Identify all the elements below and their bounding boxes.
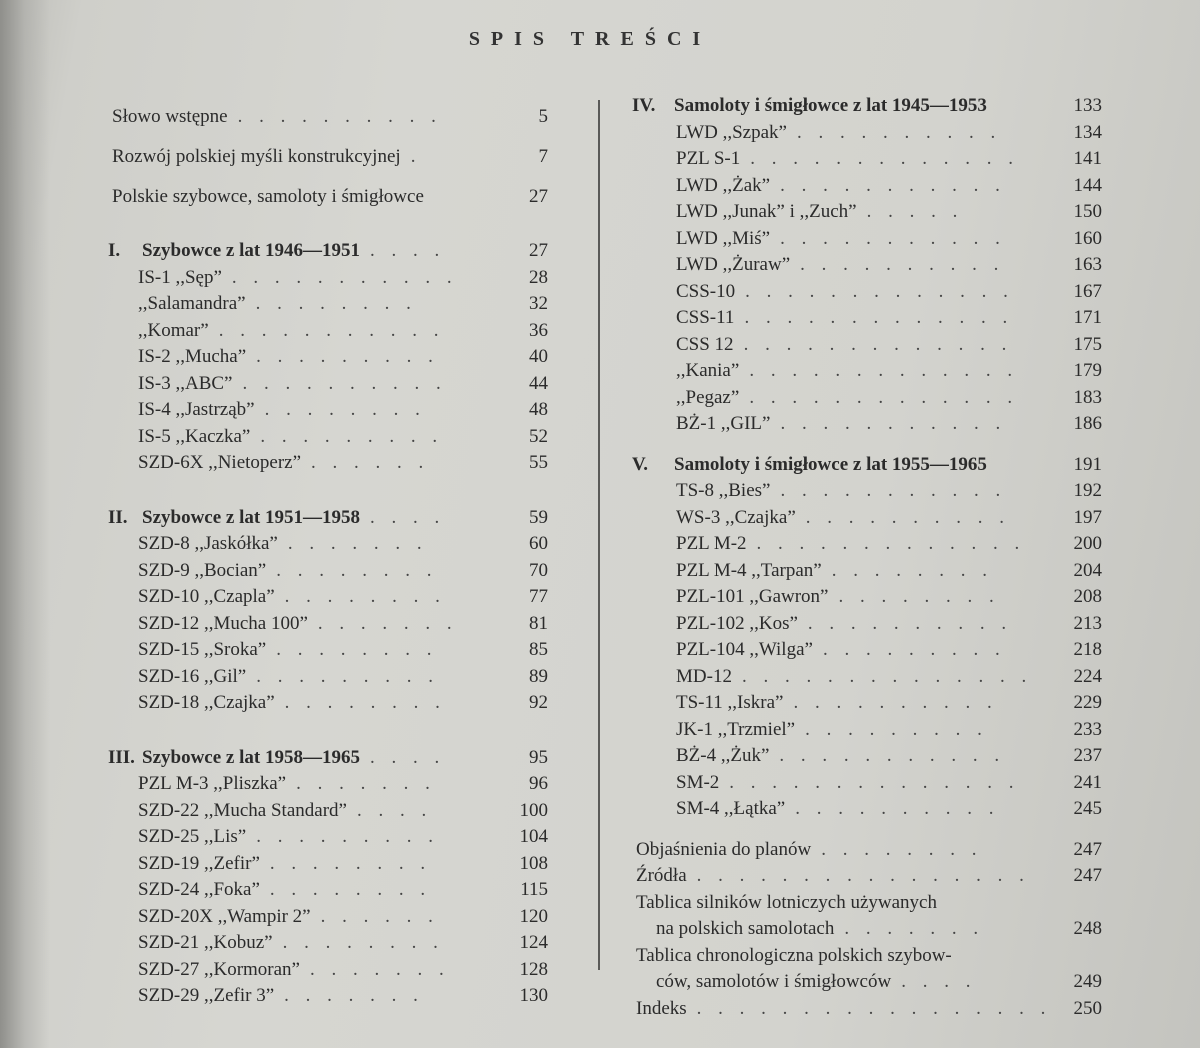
page-number: 160 [1073,227,1102,249]
section-gap [632,438,1102,452]
toc-back-entry-line [632,943,1102,970]
page-number: 28 [529,266,548,288]
leader-dots: . . . . . . [311,452,430,473]
toc-left-sections [108,238,548,1010]
leader-dots: . . . . . . . . [821,838,983,860]
leader-dots: . . . . [369,746,446,768]
toc-entry [632,796,1102,823]
toc-entry [108,904,548,931]
page-number: 52 [529,425,548,447]
page-number: 96 [529,773,548,794]
toc-entry [632,558,1102,585]
page-number: 7 [538,146,548,167]
leader-dots: . . . . . . . . . [256,826,439,847]
toc-back-entry-line [632,837,1102,864]
page-number: 81 [529,612,548,634]
entry-title: IS-1 ,,Sęp” . . . . . . . . . . . [138,266,458,288]
leader-dots: . . . . . . . . . . . [780,480,1007,501]
leader-dots: . . . . . . . . . . . . . [750,148,1019,169]
entry-title: SZD-27 ,,Kormoran” . . . . . . . [138,958,450,980]
section-roman-numeral: IV. [632,95,656,116]
leader-dots: . . . . . . . . . . [807,612,1013,634]
toc-back-entry-line [632,916,1102,943]
leader-dots: . . . . . . . [296,773,436,794]
entry-title: PZL M-4 ,,Tarpan” . . . . . . . . [676,559,993,581]
toc-back-entry-line [632,890,1102,917]
toc-entry [108,584,548,611]
leader-dots: . . . . . . . . . . . . . [745,280,1014,302]
entry-title: SZD-21 ,,Kobuz” . . . . . . . . [138,932,444,953]
toc-back-entry-line [632,863,1102,890]
page-number: 36 [529,319,548,341]
page-number: 27 [529,186,548,207]
toc-right-column [632,93,1102,1022]
toc-entry [108,690,548,717]
entry-title: ,,Komar” . . . . . . . . . . . [138,319,445,341]
toc-entry [108,798,548,825]
leader-dots: . . . . . . . . [276,559,438,581]
column-divider [598,100,600,970]
section-title: Szybowce z lat 1951—1958 . . . . [142,506,446,528]
toc-entry [108,265,548,292]
leader-dots: . . . . . . . . . . [237,106,442,127]
leader-dots: . . . . . . . . [284,586,446,607]
entry-title: Polskie szybowce, samoloty i śmigłowce [112,186,424,207]
section-roman-numeral: III. [108,746,135,768]
entry-title: Tablica silników lotniczych używanych [636,891,937,913]
leader-dots: . . . . . . . . [264,399,426,420]
entry-title: BŻ-1 ,,GIL” . . . . . . . . . . . [676,413,1007,434]
page-number: 245 [1073,798,1102,819]
leader-dots: . . . . . . . . . [805,718,988,740]
page-number: 44 [529,372,548,394]
toc-entry [108,877,548,904]
toc-entry-front [108,184,548,224]
entry-title: SZD-9 ,,Bocian” . . . . . . . . [138,559,438,581]
page-title: SPIS TREŚCI [468,28,712,50]
entry-title: PZL M-2 . . . . . . . . . . . . . [676,533,1026,554]
entry-title: PZL S-1 . . . . . . . . . . . . . [676,148,1019,169]
page-number: 200 [1073,533,1102,554]
leader-dots: . . . . . . . . . . . [218,319,445,341]
toc-entry [632,584,1102,611]
leader-dots: . . . . . . . . [282,932,444,953]
toc-entry [632,611,1102,638]
page-number: 197 [1073,506,1102,528]
page-number: 115 [520,879,548,900]
toc-entry-front [108,104,548,144]
page-number: 144 [1073,174,1102,196]
entry-title: SZD-29 ,,Zefir 3” . . . . . . . [138,985,424,1006]
page-number: 32 [529,293,548,314]
page-number: 233 [1073,718,1102,740]
toc-entry [632,252,1102,279]
leader-dots: . . . . . . . . . . . . . . . . [696,865,1030,886]
toc-entry-front [108,144,548,184]
leader-dots: . . . . . . . . . [256,346,439,367]
page-number: 163 [1073,254,1102,275]
entry-title: Indeks . . . . . . . . . . . . . . . . . [636,997,1052,1019]
leader-dots: . . . . . . . . [838,586,1000,607]
leader-dots: . . . . . . . . . . . [780,227,1006,249]
leader-dots: . . . . . [866,201,964,222]
page-number: 89 [529,665,548,687]
entry-title: Rozwój polskiej myśli konstrukcyjnej . [112,146,422,167]
entry-title: CSS-11 . . . . . . . . . . . . . [676,307,1014,328]
page-number: 27 [529,240,548,261]
page-number: 250 [1073,997,1102,1019]
page-number: 141 [1073,148,1102,169]
toc-entry [108,851,548,878]
toc-entry [632,385,1102,412]
entry-title: PZL-101 ,,Gawron” . . . . . . . . [676,586,1000,607]
page-number: 124 [519,932,548,953]
leader-dots: . . . . . . . . . [822,639,1006,660]
page-number: 186 [1073,413,1102,434]
section-roman-numeral: I. [108,240,121,261]
entry-title: IS-5 ,,Kaczka” . . . . . . . . . [138,425,444,447]
page-number: 183 [1073,386,1102,408]
entry-title: SM-4 ,,Łątka” . . . . . . . . . . [676,798,1000,819]
toc-section-heading [632,93,1102,120]
toc-entry [108,318,548,345]
toc-front-matter [108,104,548,224]
toc-back-entry-line [632,969,1102,996]
page-number: 167 [1073,280,1102,302]
leader-dots: . . . . . . . . . [260,425,444,447]
page-number: 229 [1073,692,1102,713]
leader-dots: . . . . . . . [287,533,428,554]
leader-dots: . . . . . . . . . . . . . [749,360,1019,381]
page-number: 133 [1073,95,1102,116]
section-roman-numeral: II. [108,506,128,528]
toc-section-heading [108,238,548,265]
leader-dots: . . . . . . . . [284,692,446,713]
leader-dots: . . . . . . . . . . . [780,174,1006,196]
page-number: 77 [529,586,548,607]
leader-dots: . . . . . . . [310,958,450,980]
entry-title: SZD-18 ,,Czajka” . . . . . . . . [138,692,446,713]
entry-title: SZD-25 ,,Lis” . . . . . . . . . [138,826,439,847]
entry-title: ,,Pegaz” . . . . . . . . . . . . . [676,386,1019,408]
leader-dots: . . . . . . . . [276,639,438,660]
entry-title: IS-2 ,,Mucha” . . . . . . . . . [138,346,439,367]
leader-dots: . . . . . . . [844,918,985,939]
leader-dots: . . . . [901,971,977,992]
toc-entry [632,120,1102,147]
toc-entry [108,424,548,451]
section-roman-numeral: V. [632,453,649,475]
entry-title: SZD-10 ,,Czapla” . . . . . . . . [138,586,446,607]
page-number: 70 [529,559,548,581]
toc-entry [108,611,548,638]
entry-title: Źródła . . . . . . . . . . . . . . . . [636,865,1030,886]
page-number: 248 [1073,918,1102,939]
leader-dots: . . . . . . . . . . . [779,745,1006,766]
toc-entry [632,717,1102,744]
page-number: 95 [529,746,548,768]
page-number: 55 [529,452,548,473]
page-number: 247 [1073,865,1102,886]
toc-entry [108,824,548,851]
toc-entry [632,505,1102,532]
toc-entry [632,305,1102,332]
entry-title: SZD-22 ,,Mucha Standard” . . . . [138,799,433,821]
entry-title: WS-3 ,,Czajka” . . . . . . . . . . [676,506,1011,528]
entry-title: TS-8 ,,Bies” . . . . . . . . . . . [676,480,1007,501]
entry-title: PZL-102 ,,Kos” . . . . . . . . . . [676,612,1013,634]
toc-entry [632,332,1102,359]
page-number: 171 [1073,307,1102,328]
page-number: 120 [519,905,548,927]
leader-dots: . . . . . . . . [269,852,432,874]
toc-entry [108,291,548,318]
page-number: 100 [519,799,548,821]
page-number: 48 [529,399,548,420]
entry-title: TS-11 ,,Iskra” . . . . . . . . . . [676,692,998,713]
toc-entry [632,199,1102,226]
leader-dots: . . . . [356,799,433,821]
page-number: 128 [519,958,548,980]
toc-entry [632,743,1102,770]
leader-dots: . . . . [369,506,446,528]
toc-entry [108,344,548,371]
page-number: 150 [1073,201,1102,222]
toc-entry [108,371,548,398]
entry-title: Objaśnienia do planów . . . . . . . . [636,838,983,860]
entry-title: SZD-20X ,,Wampir 2” . . . . . . [138,905,439,927]
leader-dots: . . . . . . . . . . . . . . . . . [696,997,1052,1019]
toc-entry [108,558,548,585]
entry-title: CSS 12 . . . . . . . . . . . . . [676,333,1013,355]
toc-entry [108,531,548,558]
leader-dots: . . . . . . . . . . . . . [756,533,1026,554]
toc-entry [108,930,548,957]
entry-title: PZL-104 ,,Wilga” . . . . . . . . . [676,639,1006,660]
section-gap [632,823,1102,837]
entry-title: ców, samolotów i śmigłowców . . . . [656,971,977,992]
entry-title: Słowo wstępne . . . . . . . . . . [112,106,442,127]
page-number: 85 [529,639,548,660]
leader-dots: . . . . . . . . . . . . . . [729,771,1020,793]
entry-title: SZD-16 ,,Gil” . . . . . . . . . [138,665,439,687]
entry-title: JK-1 ,,Trzmiel” . . . . . . . . . [676,718,988,740]
leader-dots: . . . . [369,240,446,261]
leader-dots: . . . . . . . . . . [793,692,998,713]
entry-title: LWD ,,Miś” . . . . . . . . . . . [676,227,1006,249]
entry-title: LWD ,,Żuraw” . . . . . . . . . . [676,254,1005,275]
entry-title: SM-2 . . . . . . . . . . . . . . [676,771,1020,793]
leader-dots: . . . . . . . . . . [805,506,1011,528]
leader-dots: . . . . . . [320,905,439,927]
entry-title: PZL M-3 ,,Pliszka” . . . . . . . [138,773,436,794]
section-gap [108,477,548,505]
page-number: 5 [538,106,548,127]
leader-dots: . . . . . . . . . . [796,121,1002,143]
leader-dots: . . . . . . . [317,612,458,634]
entry-title: LWD ,,Szpak” . . . . . . . . . . [676,121,1002,143]
page-number: 60 [529,533,548,554]
leader-dots: . . . . . . . . . . [800,254,1005,275]
toc-entry [632,146,1102,173]
entry-title: SZD-24 ,,Foka” . . . . . . . . [138,879,432,900]
section-title: Szybowce z lat 1958—1965 . . . . [142,746,446,768]
page-number: 191 [1073,453,1102,475]
toc-entry [108,450,548,477]
toc-entry [108,983,548,1010]
page-number: 213 [1073,612,1102,634]
leader-dots: . . . . . . . . . . . [231,266,458,288]
toc-entry [632,637,1102,664]
toc-entry [108,771,548,798]
toc-section-heading [632,452,1102,479]
toc-entry [632,173,1102,200]
page-number: 108 [519,852,548,874]
page-number: 104 [519,826,548,847]
entry-title: LWD ,,Junak” i ,,Zuch” . . . . . [676,201,964,222]
page-number: 249 [1073,971,1102,992]
entry-title: LWD ,,Żak” . . . . . . . . . . . [676,174,1006,196]
entry-title: na polskich samolotach . . . . . . . [656,918,985,939]
leader-dots: . . . . . . . . [255,293,417,314]
section-title: Samoloty i śmigłowce z lat 1945—1953 [674,95,987,116]
entry-title: SZD-15 ,,Sroka” . . . . . . . . [138,639,438,660]
entry-title: Tablica chronologiczna polskich szybow- [636,944,952,966]
entry-title: SZD-12 ,,Mucha 100” . . . . . . . [138,612,458,634]
toc-section-heading [108,505,548,532]
toc-entry [632,279,1102,306]
entry-title: SZD-19 ,,Zefir” . . . . . . . . [138,852,432,874]
leader-dots: . . . . . . . . . . [795,798,1000,819]
page-number: 59 [529,506,548,528]
leader-dots: . [410,146,422,167]
page-number: 224 [1073,665,1102,687]
section-title: Samoloty i śmigłowce z lat 1955—1965 [674,453,987,475]
entry-title: BŻ-4 ,,Żuk” . . . . . . . . . . . [676,745,1006,766]
entry-title: SZD-8 ,,Jaskółka” . . . . . . . [138,533,428,554]
leader-dots: . . . . . . . . . . . [780,413,1007,434]
toc-entry [632,690,1102,717]
leader-dots: . . . . . . . . . . . . . . [741,665,1033,687]
toc-left-column [108,104,548,1010]
page-number: 241 [1073,771,1102,793]
entry-title: SZD-6X ,,Nietoperz” . . . . . . [138,452,430,473]
page-number: 134 [1073,121,1102,143]
page-number: 175 [1073,333,1102,355]
toc-entry [632,531,1102,558]
toc-entry [632,411,1102,438]
page-number: 247 [1073,838,1102,860]
toc-entry [632,358,1102,385]
page-number: 40 [529,346,548,367]
leader-dots: . . . . . . . . . . . . . [749,386,1019,408]
section-title: Szybowce z lat 1946—1951 . . . . [142,240,446,261]
leader-dots: . . . . . . . . . . . . . [744,307,1014,328]
entry-title: CSS-10 . . . . . . . . . . . . . [676,280,1014,302]
page-number: 192 [1073,480,1102,501]
page-number: 92 [529,692,548,713]
toc-entry [632,664,1102,691]
page-number: 218 [1073,639,1102,660]
toc-entry [108,957,548,984]
toc-back-entry-line [632,996,1102,1023]
leader-dots: . . . . . . . [284,985,424,1006]
entry-title: IS-4 ,,Jastrząb” . . . . . . . . [138,399,426,420]
toc-entry [108,637,548,664]
toc-right-sections [632,93,1102,823]
page-number: 179 [1073,360,1102,381]
toc-entry [632,770,1102,797]
section-gap [108,717,548,745]
toc-entry [108,397,548,424]
page-number: 237 [1073,745,1102,766]
toc-section-heading [108,745,548,772]
toc-entry [632,478,1102,505]
leader-dots: . . . . . . . . . . [242,372,447,394]
toc-back-matter [632,823,1102,1023]
page-number: 130 [519,985,548,1006]
entry-title: IS-3 ,,ABC” . . . . . . . . . . [138,372,447,394]
entry-title: ,,Salamandra” . . . . . . . . [138,293,417,314]
leader-dots: . . . . . . . . . . . . . [743,333,1013,355]
entry-title: ,,Kania” . . . . . . . . . . . . . [676,360,1019,381]
book-spine-shadow [0,0,50,1048]
leader-dots: . . . . . . . . [269,879,432,900]
leader-dots: . . . . . . . . . [256,665,439,687]
toc-entry [108,664,548,691]
page-number: 204 [1073,559,1102,581]
toc-entry [632,226,1102,253]
entry-title: MD-12 . . . . . . . . . . . . . . [676,665,1033,687]
page-number: 208 [1073,586,1102,607]
leader-dots: . . . . . . . . [831,559,993,581]
